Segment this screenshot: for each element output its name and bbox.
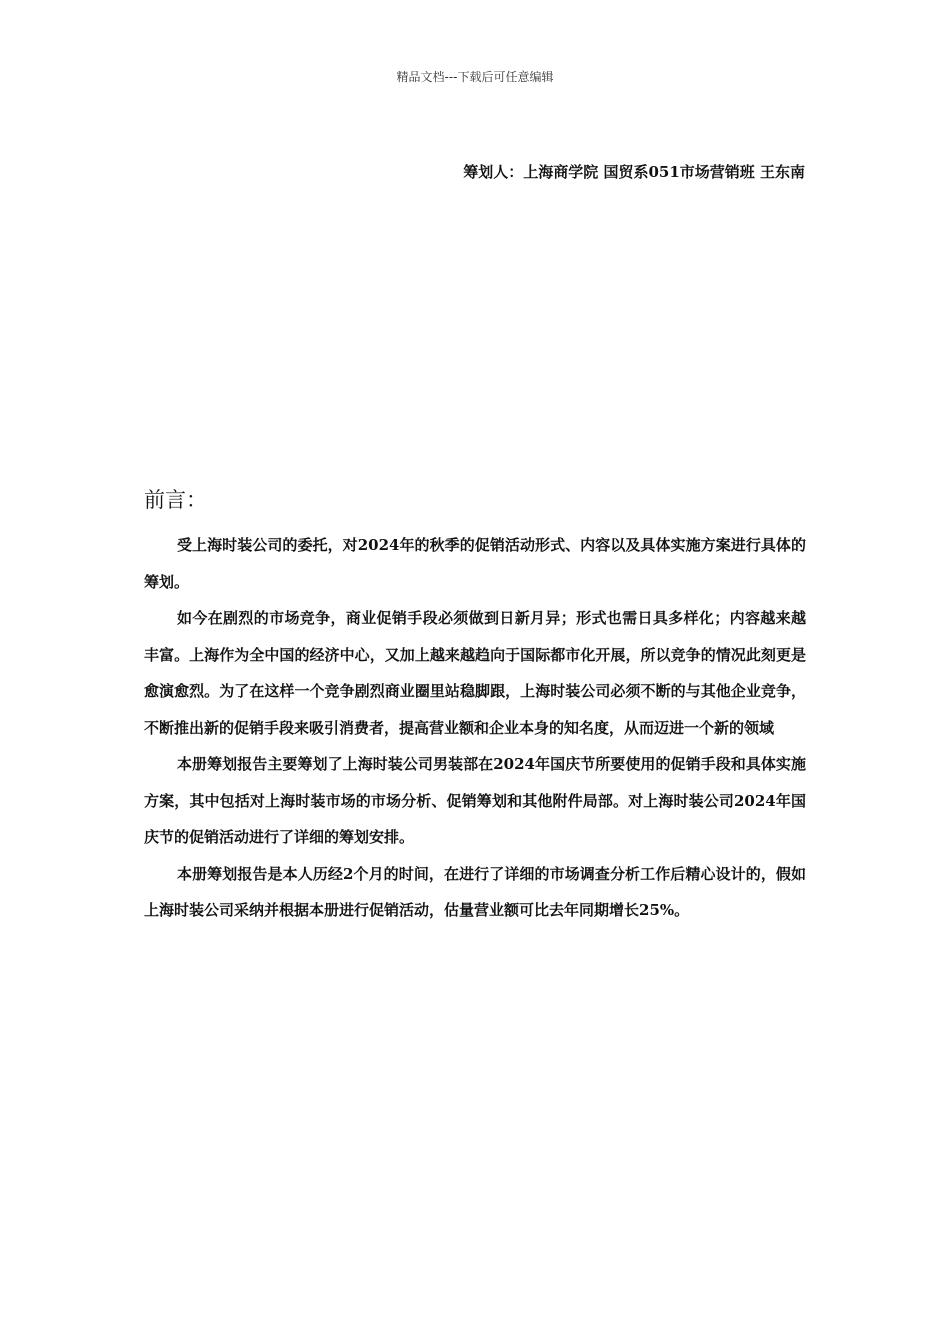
preface-paragraph-2: 如今在剧烈的市场竞争，商业促销手段必须做到日新月异；形式也需日具多样化；内容越来越丰富。上海作为全中国的经济中心，又加上越来越趋向于国际都市化开展，所以竞争的情况此刻更是愈演愈烈。为了在这样一个竞争剧烈商业圈里站稳脚跟，上海时装公司必须不断的与其他企业竞争，不断推出新的促销手段来吸引消费者，提高营业额和企业本身的知名度，从而迈进一个新的领域 xyxy=(144,609,806,737)
planner-credit: 筹划人：上海商学院 国贸系051市场营销班 王东南 xyxy=(463,163,805,181)
header-watermark: 精品文档---下载后可任意编辑 xyxy=(396,70,554,84)
preface-paragraph-1: 受上海时装公司的委托，对2024年的秋季的促销活动形式、内容以及具体实施方案进行具体的筹划。 xyxy=(144,536,806,591)
preface-paragraph-4: 本册筹划报告是本人历经2个月的时间，在进行了详细的市场调查分析工作后精心设计的，假如上海时装公司采纳并根据本册进行促销活动，估量营业额可比去年同期增长25%。 xyxy=(144,864,806,919)
preface-body xyxy=(144,527,806,929)
preface-title: 前言： xyxy=(144,488,207,512)
preface-paragraph-3: 本册筹划报告主要筹划了上海时装公司男装部在2024年国庆节所要使用的促销手段和具体实施方案，其中包括对上海时装市场的市场分析、促销筹划和其他附件局部。对上海时装公司2024年国庆节的促销活动进行了详细的筹划安排。 xyxy=(144,755,806,846)
